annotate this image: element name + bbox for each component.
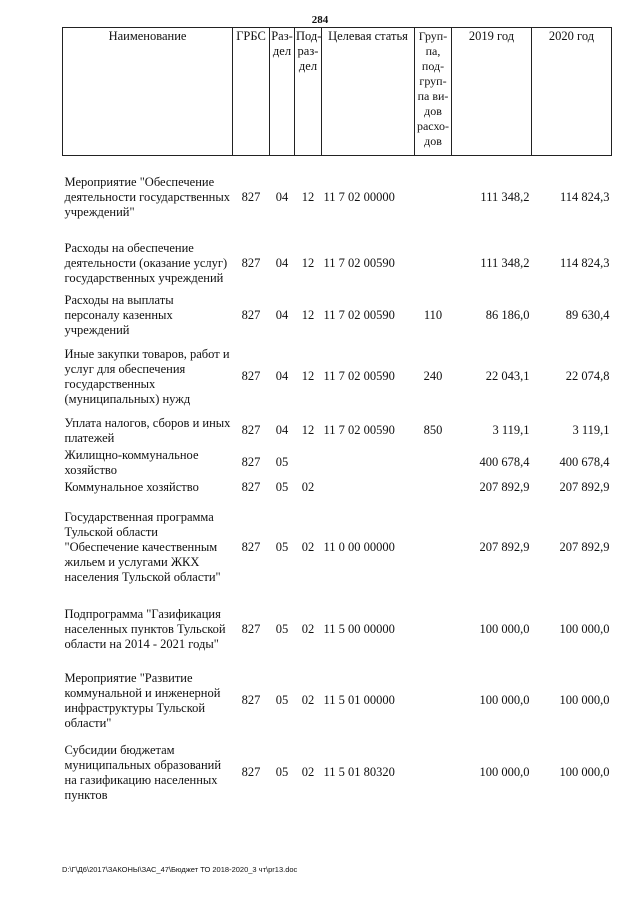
row-grbs: 827 [241,423,261,437]
table-row [63,598,612,662]
row-grbs: 827 [241,540,261,554]
row-podrazdel: 12 [301,190,315,205]
row-2020: 400 678,4 [559,455,610,469]
table-row [63,498,612,598]
header-grbs: ГРБС [233,28,270,156]
row-group [415,156,452,236]
row-podrazdel [295,448,322,478]
row-razdel: 04 [275,423,289,437]
row-podrazdel: 02 [301,765,315,779]
row-razdel: 05 [275,622,289,636]
row-group [415,478,452,498]
row-2020: 114 824,3 [559,256,610,270]
header-2020: 2020 год [532,28,612,156]
row-2019: 100 000,0 [479,622,530,636]
row-group: 110 [423,308,443,322]
row-razdel: 05 [275,540,289,554]
row-2020: 3 119,1 [572,423,610,437]
row-2019: 207 892,9 [479,480,530,494]
row-group: 240 [423,369,443,383]
header-podrazdel: Под- раз- дел [295,28,322,156]
row-podrazdel: 12 [301,369,315,383]
row-group: 850 [423,423,443,437]
row-podrazdel: 02 [301,540,315,554]
header-name: Наименование [63,28,233,156]
row-razdel: 04 [275,308,289,322]
row-2019: 400 678,4 [479,455,530,469]
table-row [63,662,612,740]
row-name: Расходы на обеспечение деятельности (оказание услуг) государственных учреждений [64,241,228,285]
header-target: Целевая статья [322,28,415,156]
row-name: Расходы на выплаты персоналу казенных учреждений [64,293,174,337]
row-podrazdel: 02 [301,693,315,707]
row-grbs: 827 [241,765,261,779]
row-podrazdel: 12 [301,423,315,437]
table-row [63,740,612,806]
row-group [415,448,452,478]
row-grbs: 827 [241,369,261,383]
table-row [63,340,612,414]
row-2020: 207 892,9 [559,480,610,494]
row-podrazdel: 12 [301,308,315,322]
row-2019: 22 043,1 [485,369,530,383]
row-target: 11 5 01 00000 [323,693,395,707]
row-name: Уплата налогов, сборов и иных платежей [64,415,231,445]
row-razdel: 04 [275,256,289,270]
row-razdel: 04 [275,369,289,383]
header-2019: 2019 год [452,28,532,156]
row-name: Государственная программа Тульской области "Обеспечение качественным жильем и услугами ЖКХ населения Тульской области" [64,510,221,584]
table-row [63,236,612,292]
row-name: Мероприятие "Обеспечение деятельности государственных учреждений" [64,175,230,220]
row-grbs: 827 [241,622,261,636]
row-target [322,478,415,498]
row-target: 11 0 00 00000 [323,540,395,554]
row-2020: 100 000,0 [559,765,610,779]
row-grbs: 827 [241,480,261,494]
row-2020: 22 074,8 [565,369,610,383]
row-group [415,740,452,806]
row-target: 11 7 02 00590 [323,369,395,383]
row-razdel: 05 [275,693,289,707]
row-target: 11 7 02 00000 [323,190,395,205]
row-grbs: 827 [241,308,261,322]
row-podrazdel: 02 [301,480,315,494]
row-2020: 114 824,3 [559,190,610,205]
row-razdel: 05 [275,455,289,469]
row-2020: 89 630,4 [565,308,610,322]
header-group: Груп- па, под- груп- па ви- дов расхо- дов [415,28,452,156]
row-group [415,498,452,598]
table-row [63,414,612,448]
budget-table [62,27,612,806]
row-grbs: 827 [241,693,261,707]
table-row [63,478,612,498]
row-target [322,448,415,478]
row-2020: 207 892,9 [559,540,610,554]
row-2019: 111 348,2 [480,256,530,270]
table-row [63,292,612,340]
row-name: Жилищно-коммунальное хозяйство [64,447,199,477]
row-podrazdel: 12 [301,256,315,270]
row-grbs: 827 [241,190,261,205]
row-2019: 100 000,0 [479,765,530,779]
row-group [415,662,452,740]
row-2019: 207 892,9 [479,540,530,554]
row-target: 11 7 02 00590 [323,423,395,437]
row-grbs: 827 [241,256,261,270]
row-razdel: 05 [275,765,289,779]
page-number: 284 [311,14,329,26]
row-2019: 3 119,1 [492,423,530,437]
row-target: 11 7 02 00590 [323,256,395,270]
row-name: Коммунальное хозяйство [64,480,199,494]
row-target: 11 5 00 00000 [323,622,395,636]
row-razdel: 04 [275,190,289,205]
row-group [415,598,452,662]
row-target: 11 5 01 80320 [323,765,395,779]
row-grbs: 827 [241,455,261,469]
table-header-row [63,28,612,156]
row-name: Мероприятие "Развитие коммунальной и инженерной инфраструктуры Тульской области" [64,670,221,730]
row-name: Подпрограмма "Газификация населенных пунктов Тульской области на 2014 - 2021 годы" [64,607,226,651]
row-2019: 111 348,2 [480,190,530,205]
row-2020: 100 000,0 [559,693,610,707]
file-path-footer: D:\Г\Д6\2017\ЗАКОНЫ\ЗАС_47\Бюджет ТО 2018-2020_3 чт\pr13.doc [62,865,298,874]
row-2019: 100 000,0 [479,693,530,707]
table-row [63,448,612,478]
row-2019: 86 186,0 [485,308,530,322]
row-name: Иные закупки товаров, работ и услуг для обеспечения государственных (муниципальных) нужд [64,346,230,406]
row-target: 11 7 02 00590 [323,308,395,322]
header-razdel: Раз- дел [270,28,295,156]
row-razdel: 05 [275,480,289,494]
table-row [63,156,612,236]
row-name: Субсидии бюджетам муниципальных образований на газификацию населенных пунктов [64,742,222,802]
row-podrazdel: 02 [301,622,315,636]
row-group [415,236,452,292]
row-2020: 100 000,0 [559,622,610,636]
